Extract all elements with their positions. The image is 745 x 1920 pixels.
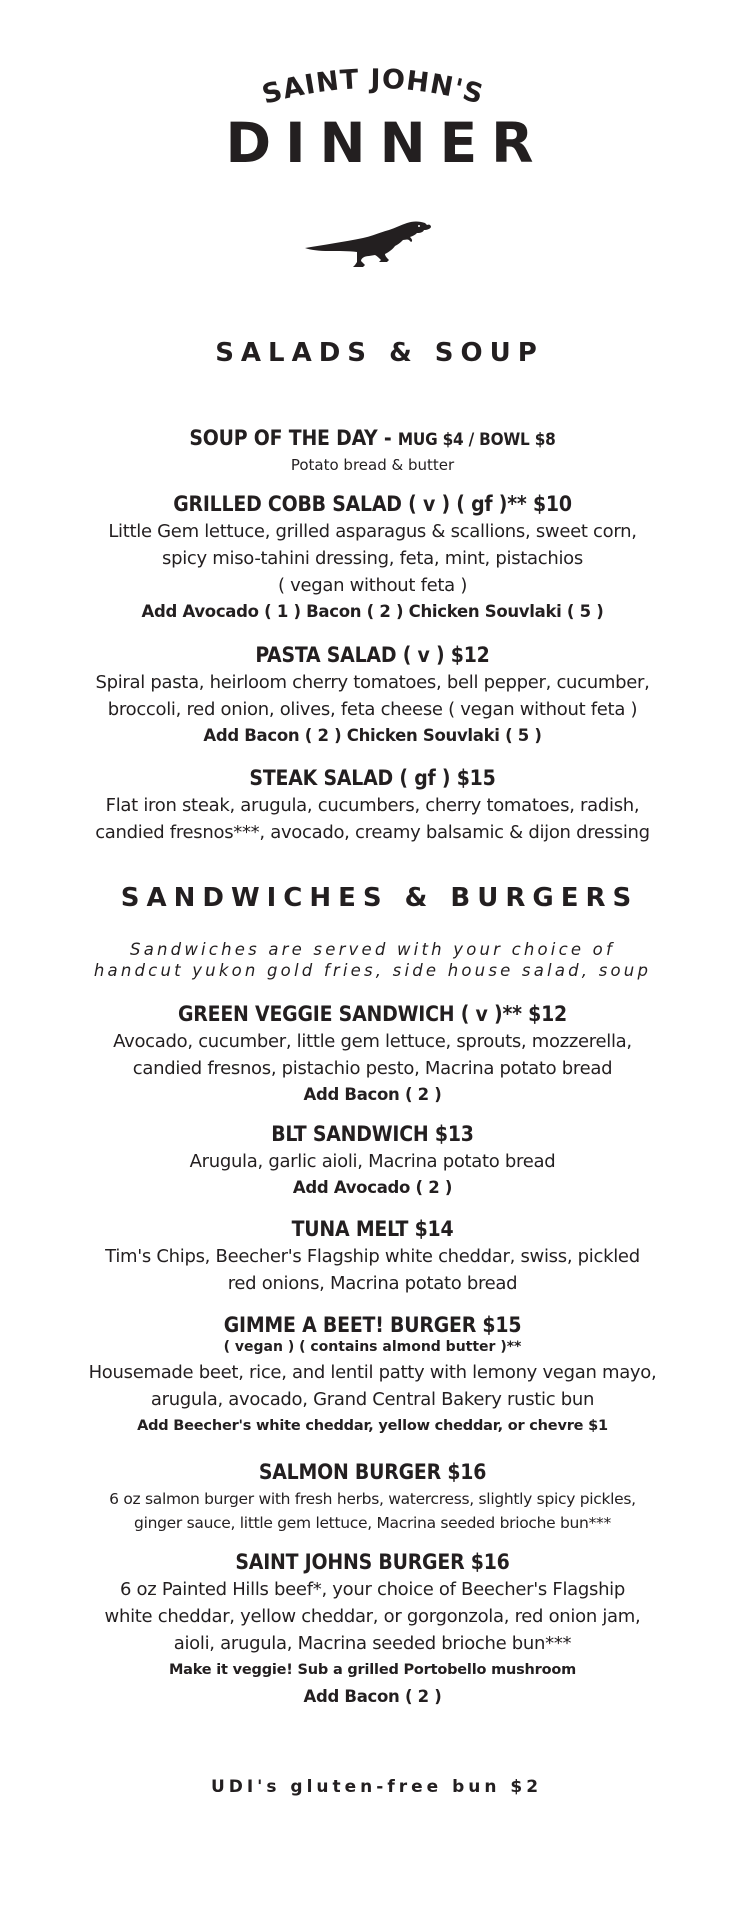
pasta-salad-desc-1: Spiral pasta, heirloom cherry tomatoes, bell pepper, cucumber, (95, 672, 650, 693)
svg-text:SAINT JOHN'S: SAINT JOHN'S (258, 63, 487, 111)
blt-desc: Arugula, garlic aioli, Macrina potato bread (189, 1151, 556, 1172)
tuna-melt-desc-2: red onions, Macrina potato bread (227, 1273, 518, 1294)
brand-arc (243, 64, 503, 114)
blt-title: BLT SANDWICH $13 (271, 1122, 474, 1146)
salmon-burger-desc-1: 6 oz salmon burger with fresh herbs, watercress, slightly spicy pickles, (109, 1490, 636, 1508)
t-rex-dinosaur-icon (0, 218, 745, 270)
saint-johns-burger-add: Add Bacon ( 2 ) (303, 1687, 442, 1706)
cobb-salad-desc-2: spicy miso-tahini dressing, feta, mint, pistachios (162, 548, 583, 569)
veggie-sandwich-desc-2: candied fresnos, pistachio pesto, Macrina potato bread (132, 1058, 613, 1079)
saint-johns-burger-desc-1: 6 oz Painted Hills beef*, your choice of Beecher's Flagship (119, 1579, 626, 1600)
cobb-salad-title: GRILLED COBB SALAD ( v ) ( gf )** $10 (173, 492, 572, 516)
beet-burger-subtitle: ( vegan ) ( contains almond butter )** (223, 1339, 522, 1355)
sandwiches-tagline-1: Sandwiches are served with your choice of (130, 940, 615, 959)
soup-desc: Potato bread & butter (290, 456, 455, 474)
soup-title (0, 424, 745, 454)
veggie-sandwich-title: GREEN VEGGIE SANDWICH ( v )** $12 (177, 1002, 568, 1026)
cobb-salad-desc-1: Little Gem lettuce, grilled asparagus & scallions, sweet corn, (108, 521, 637, 542)
steak-salad-desc-2: candied fresnos***, avocado, creamy balsamic & dijon dressing (95, 822, 650, 843)
veggie-sandwich-desc-1: Avocado, cucumber, little gem lettuce, sprouts, mozzerella, (113, 1031, 632, 1052)
saint-johns-burger-desc-3: aioli, arugula, Macrina seeded brioche bun*** (173, 1633, 572, 1654)
page-title: DINNER (225, 111, 548, 175)
blt-add: Add Avocado ( 2 ) (292, 1178, 453, 1197)
brand-name (0, 64, 745, 114)
saint-johns-burger-veggie-note: Make it veggie! Sub a grilled Portobello mushroom (168, 1662, 577, 1678)
steak-salad-desc-1: Flat iron steak, arugula, cucumbers, cherry tomatoes, radish, (105, 795, 640, 816)
tuna-melt-title: TUNA MELT $14 (291, 1217, 454, 1241)
pasta-salad-title: PASTA SALAD ( v ) $12 (255, 643, 490, 667)
salmon-burger-title: SALMON BURGER $16 (258, 1460, 487, 1484)
beet-burger-desc-2: arugula, avocado, Grand Central Bakery rustic bun (150, 1389, 595, 1410)
pasta-salad-add: Add Bacon ( 2 ) Chicken Souvlaki ( 5 ) (203, 726, 542, 745)
soup-price: MUG $4 / BOWL $8 (397, 430, 556, 450)
saint-johns-burger-title: SAINT JOHNS BURGER $16 (235, 1550, 510, 1574)
veggie-sandwich-add: Add Bacon ( 2 ) (303, 1085, 442, 1104)
tuna-melt-desc-1: Tim's Chips, Beecher's Flagship white cheddar, swiss, pickled (105, 1246, 640, 1267)
sandwiches-tagline-2: handcut yukon gold fries, side house salad, soup (93, 961, 652, 980)
steak-salad-title: STEAK SALAD ( gf ) $15 (249, 766, 496, 790)
beet-burger-desc-1: Housemade beet, rice, and lentil patty with lemony vegan mayo, (88, 1362, 657, 1383)
section-title-sandwiches: SANDWICHES & BURGERS (120, 883, 639, 913)
footer-gluten-free-note: UDI's gluten-free bun $2 (210, 1777, 543, 1797)
pasta-salad-desc-2: broccoli, red onion, olives, feta cheese ( vegan without feta ) (107, 699, 638, 720)
salmon-burger-desc-2: ginger sauce, little gem lettuce, Macrina seeded brioche bun*** (134, 1514, 611, 1532)
beet-burger-title: GIMME A BEET! BURGER $15 (223, 1313, 522, 1337)
saint-johns-burger-desc-2: white cheddar, yellow cheddar, or gorgonzola, red onion jam, (104, 1606, 641, 1627)
soup-name: SOUP OF THE DAY - (189, 426, 392, 450)
beet-burger-add: Add Beecher's white cheddar, yellow cheddar, or chevre $1 (137, 1418, 608, 1434)
cobb-salad-add: Add Avocado ( 1 ) Bacon ( 2 ) Chicken Souvlaki ( 5 ) (141, 602, 604, 621)
section-title-salads: SALADS & SOUP (215, 338, 544, 368)
cobb-salad-desc-3: ( vegan without feta ) (277, 575, 468, 596)
